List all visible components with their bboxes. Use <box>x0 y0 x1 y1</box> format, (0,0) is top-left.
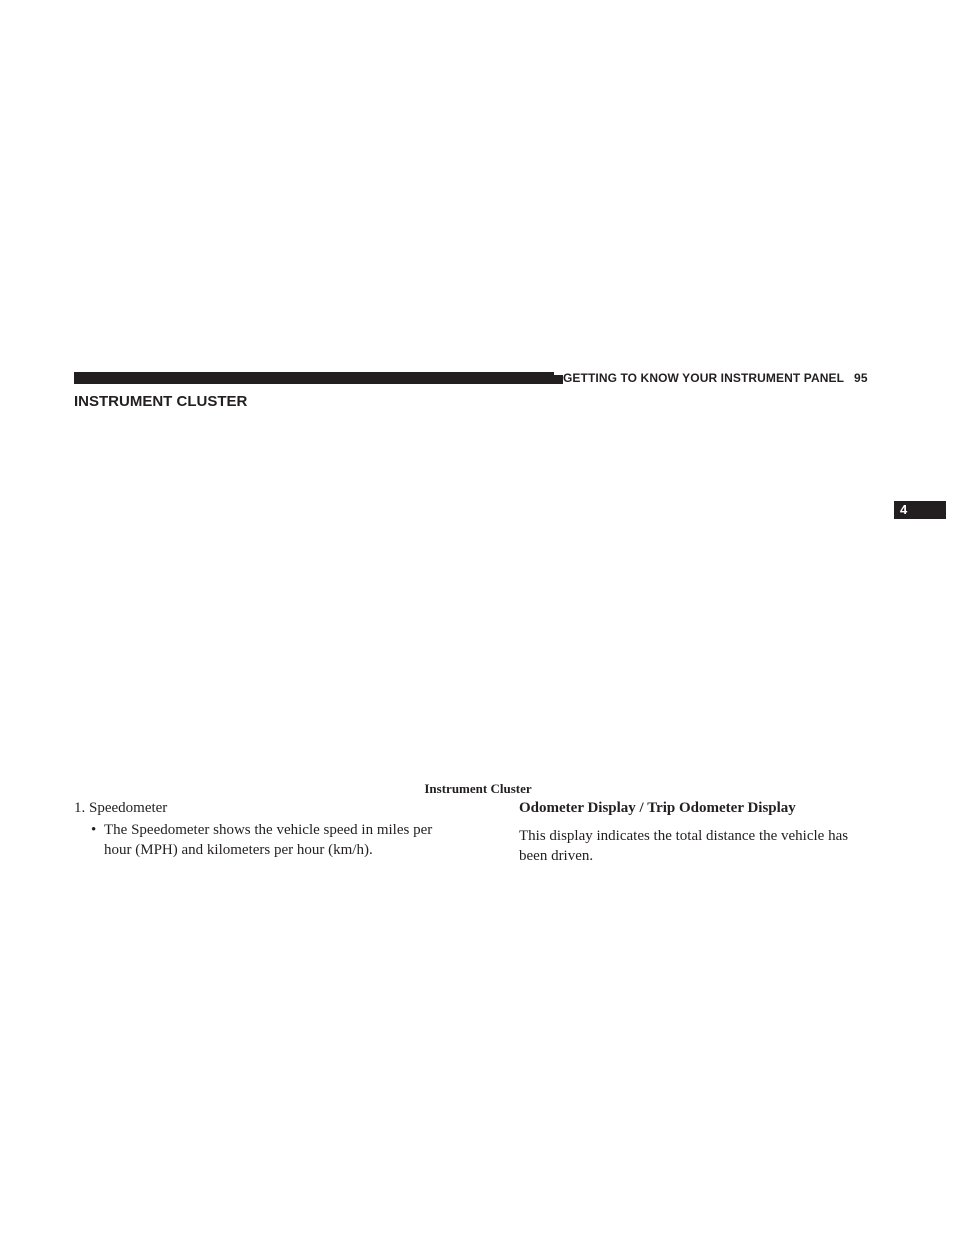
page-number: 95 <box>854 371 868 385</box>
bullet-text-line: hour (MPH) and kilometers per hour (km/h). <box>104 842 373 858</box>
chapter-tab-label: 4 <box>900 502 908 517</box>
section-title: INSTRUMENT CLUSTER <box>74 393 248 410</box>
bullet-item <box>74 820 484 860</box>
paragraph-line: been driven. <box>519 848 594 864</box>
running-head-title: GETTING TO KNOW YOUR INSTRUMENT PANEL <box>563 371 845 385</box>
left-column <box>74 798 484 860</box>
right-column <box>519 798 899 866</box>
body-paragraph <box>519 826 899 866</box>
bullet-text-line: The Speedometer shows the vehicle speed in miles per <box>104 822 433 838</box>
subheading: Odometer Display / Trip Odometer Display <box>519 800 796 816</box>
bullet-icon: • <box>91 822 97 838</box>
chapter-tab <box>894 501 946 519</box>
paragraph-line: This display indicates the total distance the vehicle has <box>519 828 849 844</box>
running-head <box>563 370 903 386</box>
figure-caption: Instrument Cluster <box>424 781 532 796</box>
list-item-title: 1. Speedometer <box>74 800 168 816</box>
figure-placeholder <box>74 418 890 778</box>
header-rule-left <box>74 372 554 384</box>
